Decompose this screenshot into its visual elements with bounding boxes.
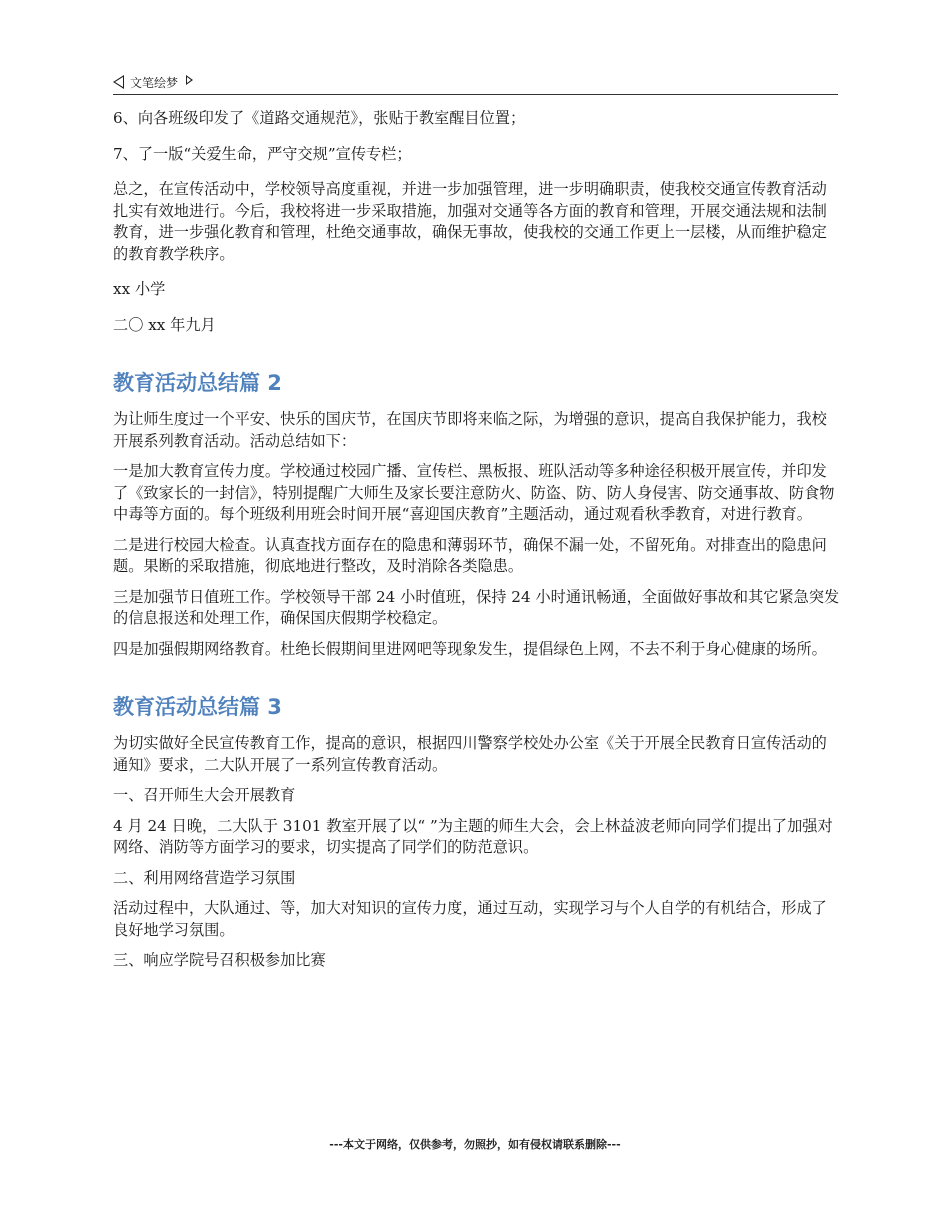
paragraph: 三是加强节日值班工作。学校领导干部 24 小时值班，保持 24 小时通讯畅通，全面做好事故和其它紧急突发的信息报送和处理工作，确保国庆假期学校稳定。 (113, 587, 840, 627)
paragraph: 4 月 24 日晚，二大队于 3101 教室开展了以“ ”为主题的师生大会，会上林益波老师向同学们提出了加强对网络、消防等方面学习的要求，切实提高了同学们的防范意识。 (113, 816, 833, 856)
paragraph: 活动过程中，大队通过、等，加大对知识的宣传力度，通过互动，实现学习与个人自学的有机结合，形成了良好地学习氛围。 (113, 899, 827, 939)
paragraph: 7、了一版“关爱生命，严守交规”宣传专栏； (113, 144, 412, 163)
paragraph: 6、向各班级印发了《道路交通规范》，张贴于教室醒目位置； (113, 109, 526, 127)
subheading: 三、响应学院号召积极参加比赛 (113, 951, 326, 969)
paragraph: 四是加强假期网络教育。杜绝长假期间里进网吧等现象发生，提倡绿色上网，不去不利于身心健康的场所。 (113, 639, 827, 658)
page-footer: ---本文于网络，仅供参考，勿照抄，如有侵权请联系删除--- (329, 1138, 621, 1151)
triangle-left-icon (113, 75, 124, 89)
header-title: 文笔绘梦 (130, 75, 179, 90)
paragraph: 为让师生度过一个平安、快乐的国庆节，在国庆节即将来临之际，为增强的意识，提高自我保护能力，我校开展系列教育活动。活动总结如下： (113, 410, 827, 450)
section-heading: 教育活动总结篇 2 (113, 371, 282, 395)
subheading: 一、召开师生大会开展教育 (113, 786, 296, 804)
triangle-right-icon (186, 75, 193, 85)
signature-school: xx 小学 (113, 280, 166, 298)
page-header (113, 70, 838, 95)
signature-date: 二〇 xx 年九月 (113, 315, 216, 334)
paragraph: 总之，在宣传活动中，学校领导高度重视，并进一步加强管理，进一步明确职责，使我校交通宣传教育活动扎实有效地进行。今后，我校将进一步采取措施，加强对交通等各方面的教育和管理，开展交通法规和法制教育，进一步强化教育和管理，杜绝交通事故，确保无事故，使我校的交通工作更上一层楼，从而维护稳定的教育教学秩序。 (113, 180, 827, 263)
paragraph: 二是进行校园大检查。认真查找方面存在的隐患和薄弱环节，确保不漏一处，不留死角。对排查出的隐患问题。果断的采取措施，彻底地进行整改，及时消除各类隐患。 (113, 535, 827, 575)
paragraph: 一是加大教育宣传力度。学校通过校园广播、宣传栏、黑板报、班队活动等多种途径积极开展宣传，并印发了《致家长的一封信》，特别提醒广大师生及家长要注意防火、防盗、防、防人身侵害、防交通事故、防食物中毒等方面的。每个班级利用班会时间开展“喜迎国庆教育”主题活动，通过观看秋季教育，对进行教育。 (113, 462, 835, 523)
section-heading: 教育活动总结篇 3 (113, 695, 282, 719)
document-body (113, 108, 840, 981)
paragraph: 为切实做好全民宣传教育工作，提高的意识，根据四川警察学校处办公室《关于开展全民教育日宣传活动的通知》要求，二大队开展了一系列宣传教育活动。 (113, 734, 827, 774)
subheading: 二、利用网络营造学习氛围 (113, 868, 296, 887)
